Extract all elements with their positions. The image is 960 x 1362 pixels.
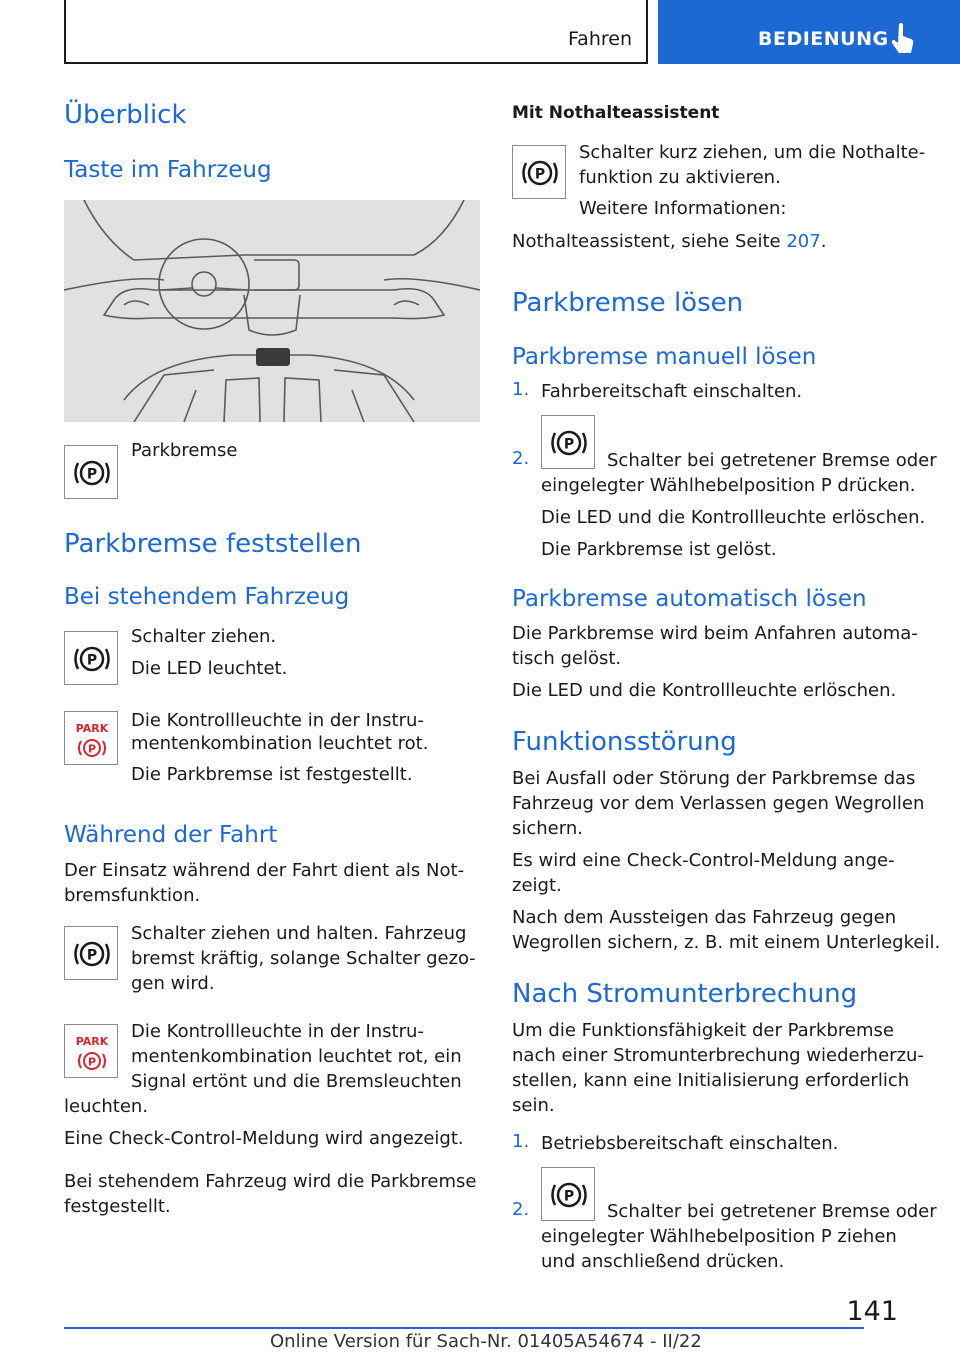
parking-brake-icon xyxy=(64,631,118,685)
svg-text:P: P xyxy=(86,947,98,964)
parking-brake-icon xyxy=(541,1167,595,1221)
emergency-step-b: funktion zu aktivieren. xyxy=(579,167,781,188)
driving-note-b: mentenkombination leuchtet rot, ein xyxy=(131,1046,462,1067)
manual-release-heading: Parkbremse manuell lösen xyxy=(512,344,817,370)
driving-stop-b: festgestellt. xyxy=(64,1196,171,1217)
power-p1-c: stellen, kann eine Initialisierung erforderlich xyxy=(512,1070,910,1091)
apply-heading: Parkbremse feststellen xyxy=(64,529,362,559)
page-207-link[interactable]: 207 xyxy=(786,231,821,252)
auto-release-b: tisch gelöst. xyxy=(512,648,622,669)
power-p1-d: sein. xyxy=(512,1095,555,1116)
step-number: 2. xyxy=(512,1199,530,1220)
driving-step-a: Schalter ziehen und halten. Fahrzeug xyxy=(131,923,467,944)
step-number: 1. xyxy=(512,1131,530,1152)
power-step-2-a: Schalter bei getretener Bremse oder xyxy=(607,1201,937,1222)
hand-pointer-icon xyxy=(890,22,916,56)
manual-step-2-a: Schalter bei getretener Bremse oder xyxy=(607,450,937,471)
stationary-heading: Bei stehendem Fahrzeug xyxy=(64,584,350,610)
header-chapter-tab[interactable] xyxy=(658,0,960,64)
driving-stop-a: Bei stehendem Fahrzeug wird die Parkbremse xyxy=(64,1171,477,1192)
emergency-reference-text: Nothalteassistent, siehe Seite xyxy=(512,231,787,252)
button-heading: Taste im Fahrzeug xyxy=(64,157,272,183)
header-section-label: Fahren xyxy=(568,28,632,50)
manual-step-2-c: Die LED und die Kontrollleuchte erlöschen. xyxy=(541,507,926,528)
svg-text:PARK: PARK xyxy=(75,1035,109,1048)
power-step-2-b: eingelegter Wählhebelposition P ziehen xyxy=(541,1226,897,1247)
svg-text:P: P xyxy=(563,1188,575,1205)
fault-p1-c: sichern. xyxy=(512,818,583,839)
stationary-step-2: Die LED leuchtet. xyxy=(131,658,288,679)
park-warning-light-icon xyxy=(64,1024,118,1078)
svg-text:P: P xyxy=(534,166,546,183)
park-warning-light-icon xyxy=(64,711,118,765)
step-number: 2. xyxy=(512,448,530,469)
emergency-reference xyxy=(512,229,826,254)
page-number: 141 xyxy=(846,1296,898,1327)
header-chapter-label: BEDIENUNG xyxy=(758,28,889,50)
fault-heading: Funktionsstörung xyxy=(512,727,737,757)
emergency-step-a: Schalter kurz ziehen, um die Nothalte‐ xyxy=(579,142,926,163)
fault-p2-a: Es wird eine Check-Control-Meldung ange‐ xyxy=(512,850,895,871)
auto-release-c: Die LED und die Kontrollleuchte erlöschen. xyxy=(512,680,897,701)
svg-text:P: P xyxy=(86,652,98,669)
parking-brake-icon xyxy=(64,926,118,980)
parking-brake-icon xyxy=(64,445,118,499)
driving-note-d: leuchten. xyxy=(64,1096,149,1117)
cockpit-illustration xyxy=(64,200,480,422)
svg-text:P: P xyxy=(563,436,575,453)
power-heading: Nach Stromunterbrechung xyxy=(512,979,858,1009)
fault-p2-b: zeigt. xyxy=(512,875,562,896)
emergency-heading: Mit Nothalteassistent xyxy=(512,103,720,123)
svg-text:P: P xyxy=(86,466,98,483)
auto-release-heading: Parkbremse automatisch lösen xyxy=(512,586,867,612)
svg-text:P: P xyxy=(87,1055,97,1069)
driving-check-control: Eine Check-Control-Meldung wird angezeigt. xyxy=(64,1128,464,1149)
fault-p1-a: Bei Ausfall oder Störung der Parkbremse das xyxy=(512,768,916,789)
parking-brake-icon xyxy=(541,415,595,469)
svg-text:PARK: PARK xyxy=(75,722,109,735)
power-p1-a: Um die Funktionsfähigkeit der Parkbremse xyxy=(512,1020,894,1041)
power-p1-b: nach einer Stromunterbrechung wiederherzu‐ xyxy=(512,1045,924,1066)
fault-p1-b: Fahrzeug vor dem Verlassen gegen Wegrollen xyxy=(512,793,925,814)
stationary-note-a: Die Kontrollleuchte in der Instru‐ xyxy=(131,710,424,731)
fault-p3-a: Nach dem Aussteigen das Fahrzeug gegen xyxy=(512,907,897,928)
power-step-1: Betriebsbereitschaft einschalten. xyxy=(541,1133,839,1154)
footer-version: Online Version für Sach-Nr. 01405A54674 - II/22 xyxy=(270,1331,702,1352)
svg-text:P: P xyxy=(87,742,97,756)
power-step-2-c: und anschließend drücken. xyxy=(541,1251,785,1272)
driving-intro-b: bremsfunktion. xyxy=(64,885,201,906)
stationary-result: Die Parkbremse ist festgestellt. xyxy=(131,764,413,785)
step-number: 1. xyxy=(512,379,530,400)
driving-heading: Während der Fahrt xyxy=(64,822,278,848)
stationary-note-b: mentenkombination leuchtet rot. xyxy=(131,733,429,754)
release-heading: Parkbremse lösen xyxy=(512,288,744,318)
auto-release-a: Die Parkbremse wird beim Anfahren automa‐ xyxy=(512,623,918,644)
overview-heading: Überblick xyxy=(64,100,187,130)
parking-brake-icon xyxy=(512,145,566,199)
driving-step-c: gen wird. xyxy=(131,973,215,994)
manual-step-2-b: eingelegter Wählhebelposition P drücken. xyxy=(541,475,916,496)
manual-step-2-d: Die Parkbremse ist gelöst. xyxy=(541,539,777,560)
footer-divider xyxy=(64,1327,864,1329)
driving-note-c: Signal ertönt und die Bremsleuchten xyxy=(131,1071,462,1092)
emergency-more-info: Weitere Informationen: xyxy=(579,198,787,219)
driving-note-a: Die Kontrollleuchte in der Instru‐ xyxy=(131,1021,424,1042)
header-section-box xyxy=(64,0,648,64)
parkbremse-label: Parkbremse xyxy=(131,440,238,461)
fault-p3-b: Wegrollen sichern, z. B. mit einem Unterlegkeil. xyxy=(512,932,941,953)
driving-step-b: bremst kräftig, solange Schalter gezo‐ xyxy=(131,948,476,969)
emergency-reference-end: . xyxy=(820,231,827,252)
stationary-step-1: Schalter ziehen. xyxy=(131,626,277,647)
manual-step-1: Fahrbereitschaft einschalten. xyxy=(541,381,803,402)
driving-intro-a: Der Einsatz während der Fahrt dient als Not‐ xyxy=(64,860,465,881)
